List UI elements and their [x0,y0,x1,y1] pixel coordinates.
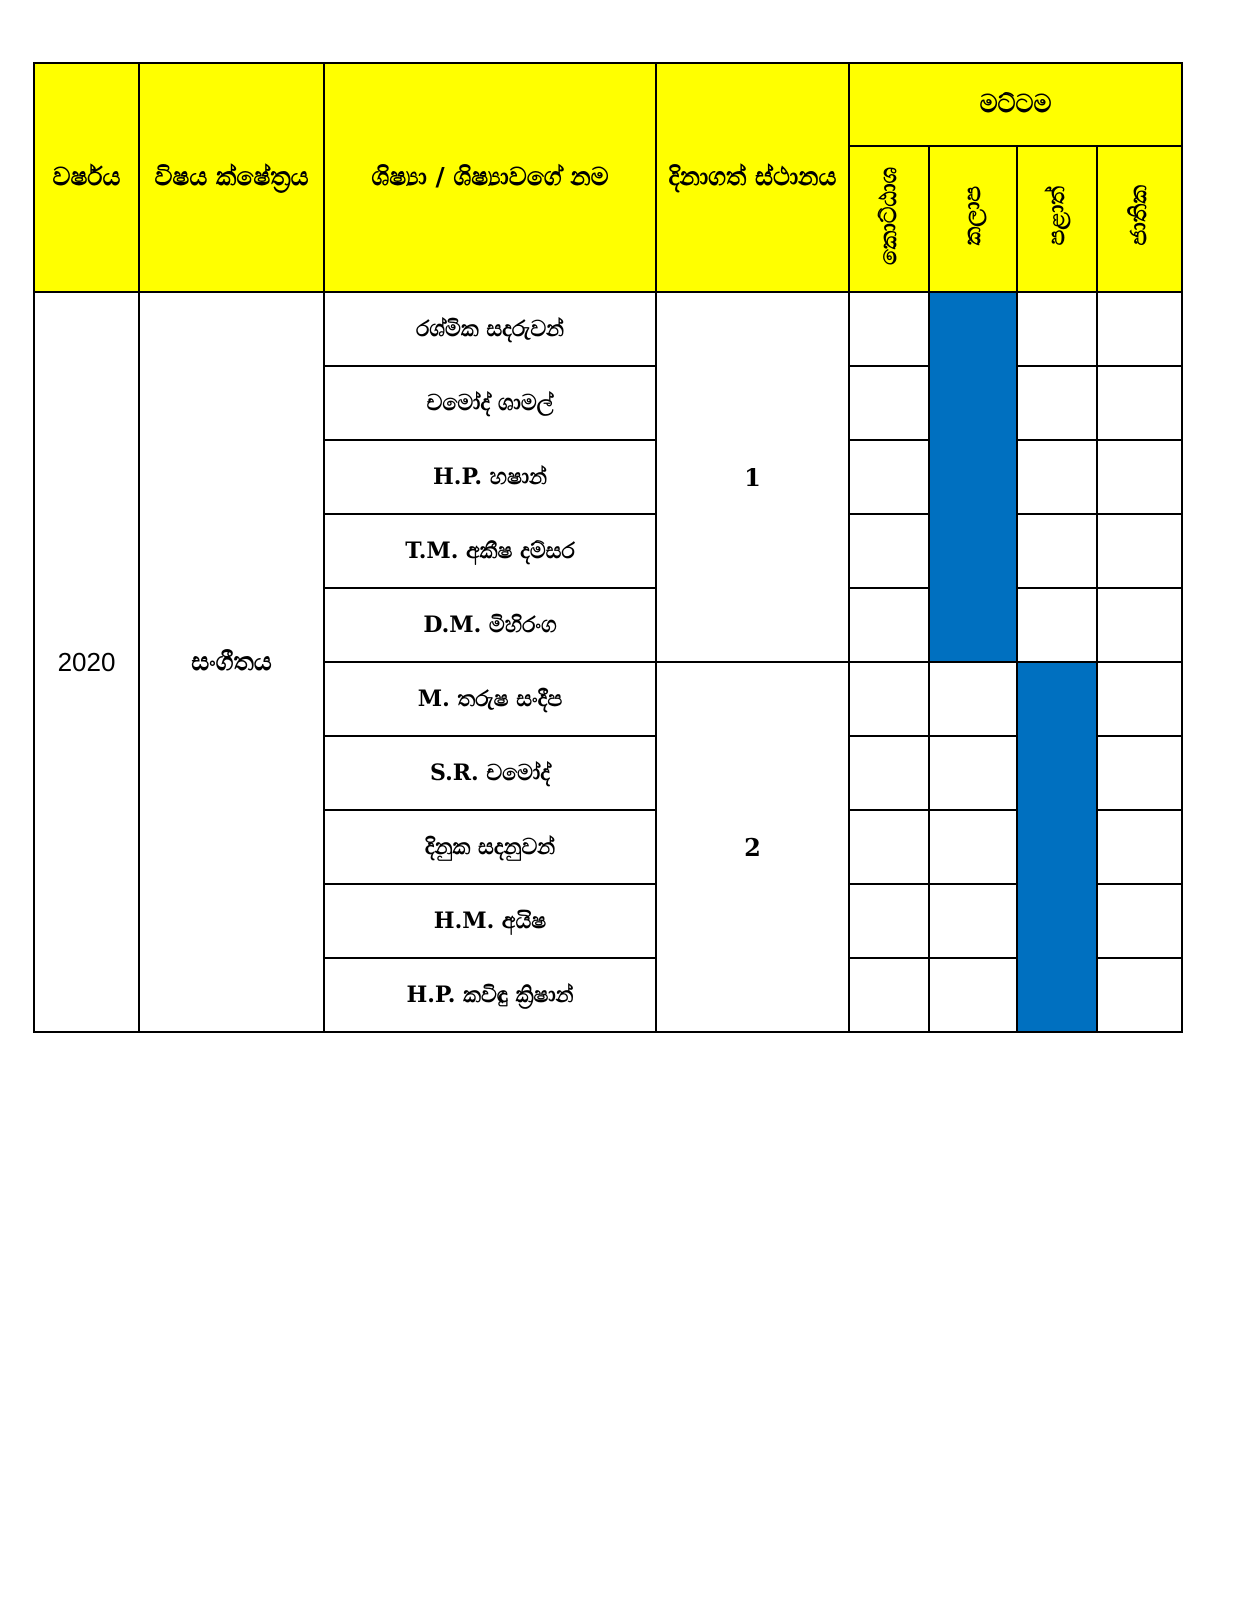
results-table [33,62,1183,1033]
student-name-cell: H.M. අයිෂ [324,884,656,958]
place-cell: 1 [656,292,849,662]
level-empty-cell [1097,588,1182,662]
year-header: වර්ෂය [34,63,139,292]
level-empty-cell [929,884,1017,958]
student-name-cell: දිනුක සදනුවන් [324,810,656,884]
student-name-header: ශිෂ්‍යා / ශිෂ්‍යාවගේ නම [324,63,656,292]
student-name-cell: රශ්මික සදරුවන් [324,292,656,366]
level-filled-cell [1017,662,1097,1032]
level-empty-cell [1017,440,1097,514]
level-empty-cell [1017,292,1097,366]
student-name-cell: චමෝද් ශාමල් [324,366,656,440]
level-empty-cell [1097,366,1182,440]
level-empty-cell [929,736,1017,810]
level-empty-cell [849,662,929,736]
level-empty-cell [849,588,929,662]
level-empty-cell [1017,588,1097,662]
level-empty-cell [849,736,929,810]
level-empty-cell [1097,736,1182,810]
level-province-header: පළාත් [1017,146,1097,292]
level-national-header: ජාතික [1097,146,1182,292]
student-name-cell: H.P. හෂාන් [324,440,656,514]
level-empty-cell [1097,662,1182,736]
level-zone-header: කලාප [929,146,1017,292]
table-row [34,292,1182,366]
level-empty-cell [849,514,929,588]
student-name-cell: M. තරුෂ සංදීප [324,662,656,736]
level-empty-cell [1097,292,1182,366]
place-cell: 2 [656,662,849,1032]
level-empty-cell [1097,514,1182,588]
level-empty-cell [849,440,929,514]
student-name-cell: S.R. චමෝද් [324,736,656,810]
level-header: මට්ටම [849,63,1182,146]
results-body [34,292,1182,1032]
student-name-cell: D.M. මිහිරංග [324,588,656,662]
level-empty-cell [849,366,929,440]
level-empty-cell [1097,884,1182,958]
level-empty-cell [849,810,929,884]
level-empty-cell [1017,514,1097,588]
level-empty-cell [1017,366,1097,440]
level-empty-cell [849,958,929,1032]
level-empty-cell [1097,958,1182,1032]
subject-area-header: විෂය ක්ෂේත්‍රය [139,63,324,292]
level-empty-cell [849,884,929,958]
header-row [34,63,1182,146]
level-empty-cell [849,292,929,366]
level-empty-cell [1097,810,1182,884]
level-empty-cell [929,810,1017,884]
place-header: දිනාගත් ස්ථානය [656,63,849,292]
student-name-cell: T.M. අකීෂ දම්සර [324,514,656,588]
subject-cell: සංගීතය [139,292,324,1032]
student-name-cell: H.P. කවිඳු ක්‍රිෂාන් [324,958,656,1032]
level-division-header: කොට්ඨාශ [849,146,929,292]
year-cell: 2020 [34,292,139,1032]
level-empty-cell [1097,440,1182,514]
level-empty-cell [929,958,1017,1032]
level-filled-cell [929,292,1017,662]
level-empty-cell [929,662,1017,736]
